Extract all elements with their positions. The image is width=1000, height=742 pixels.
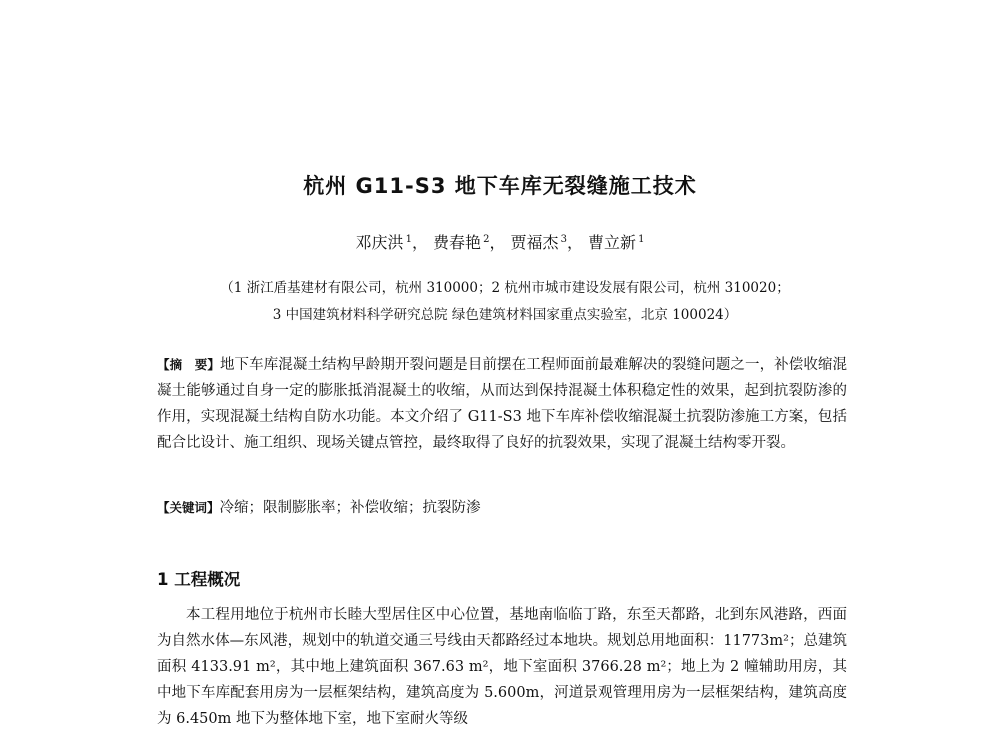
affiliation-marker: 1	[638, 234, 645, 245]
abstract-text: 地下车库混凝土结构早龄期开裂问题是目前摆在工程师面前最难解决的裂缝问题之一，补偿收缩混凝土能够通过自身一定的膨胀抵消混凝土的收缩，从而达到保持混凝土体积稳定性的效果，起到抗裂防渗的作用，实现混凝土结构自防水功能。本文介绍了 G11-S3 地下车库补偿收缩混凝土抗裂防渗施工方案，包括配合比设计、施工组织、现场关键点管控，最终取得了良好的抗裂效果，实现了混凝土结构零开裂。	[157, 357, 847, 451]
author-name: 贾福杰	[510, 233, 559, 252]
section-paragraph: 本工程用地位于杭州市长睦大型居住区中心位置，基地南临临丁路，东至天都路，北到东风港路，西面为自然水体—东风港，规划中的轨道交通三号线由天都路经过本地块。规划总用地面积：11773m²；总建筑面积 4133.91 m²，其中地上建筑面积 367.63 m²，地下室面积 3766.28 m²；地上为 2 幢辅助用房，其中地下车库配套用房为一层框架结构，建筑高度为 5.600m，河道景观管理用房为一层框架结构，建筑高度为 6.450m 地下为整体地下室，地下室耐火等级	[157, 607, 847, 727]
abstract-label: 【摘 要】	[157, 357, 220, 372]
abstract	[157, 352, 847, 456]
author-name: 曹立新	[588, 233, 637, 252]
author-name: 邓庆洪	[355, 233, 404, 252]
section-heading: 1 工程概况	[157, 570, 241, 589]
affiliation-line-2: 3 中国建筑材料科学研究总院 绿色建筑材料国家重点实验室，北京 100024）	[272, 307, 738, 323]
author-1	[356, 233, 412, 252]
paper-title: 杭州 G11-S3 地下车库无裂缝施工技术	[303, 174, 697, 198]
author-separator: ，	[411, 233, 428, 252]
affiliation-marker: 2	[483, 234, 490, 245]
author-separator: ，	[566, 233, 583, 252]
keywords-label: 【关键词】	[157, 500, 220, 515]
affiliation-marker: 3	[560, 234, 567, 245]
affiliation-line-1: （1 浙江盾基建材有限公司，杭州 310000；2 杭州市城市建设发展有限公司，杭州 310020；	[220, 280, 790, 296]
author-name: 费春艳	[433, 233, 482, 252]
keywords-text: 冷缩；限制膨胀率；补偿收缩；抗裂防渗	[219, 500, 481, 516]
author-4	[588, 233, 644, 252]
author-2	[433, 233, 489, 252]
author-3	[511, 233, 567, 252]
keywords	[157, 496, 847, 517]
affiliation-marker: 1	[405, 234, 412, 245]
author-list	[0, 230, 1000, 253]
author-separator: ，	[489, 233, 506, 252]
